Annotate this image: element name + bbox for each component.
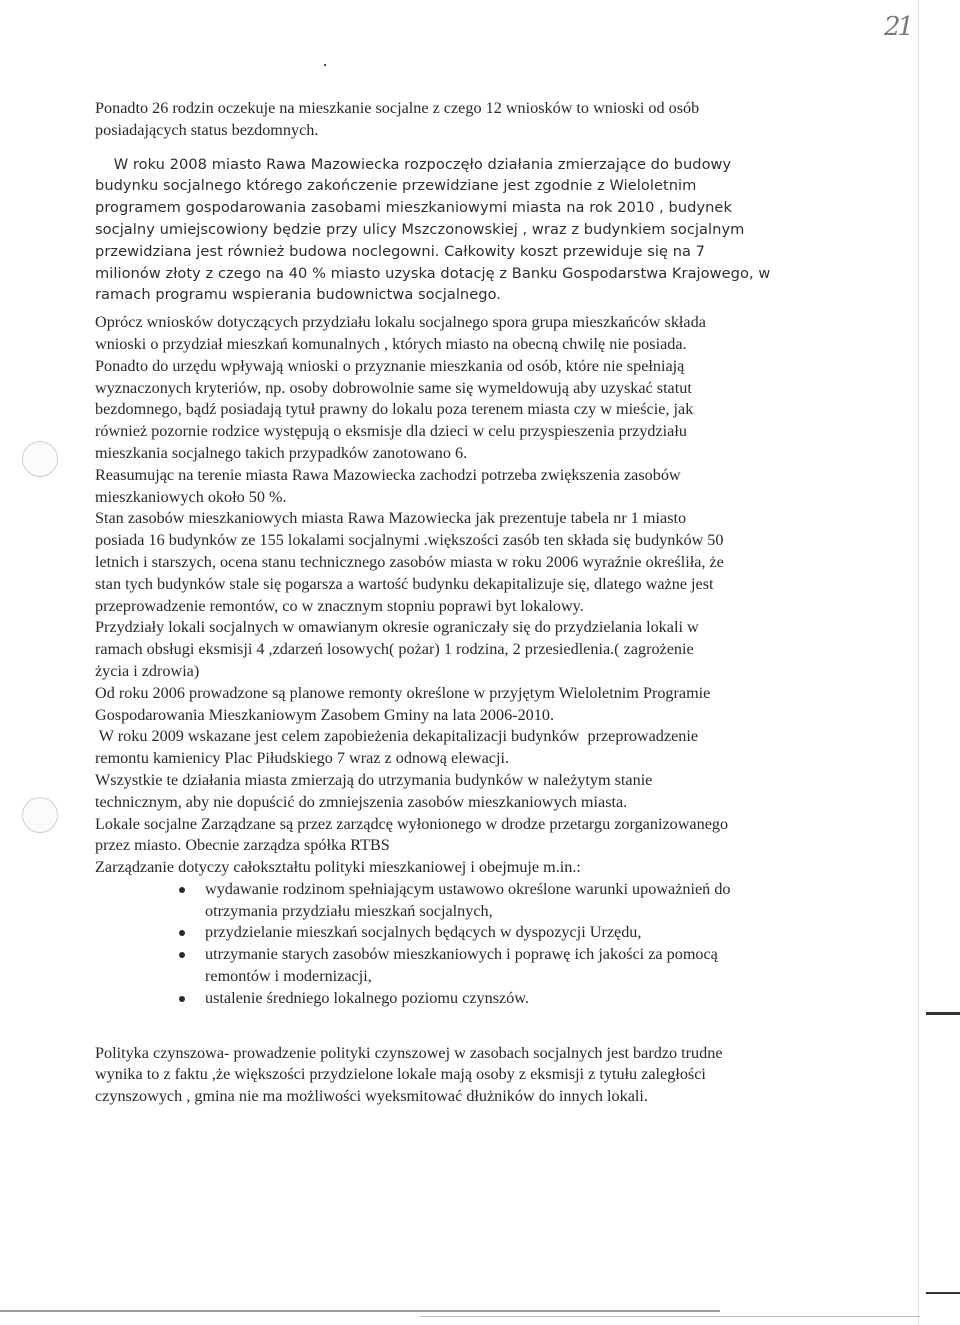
- text-line: bezdomnego, bądź posiadają tytuł prawny do lokalu poza terenem miasta czy w mieście, jak: [95, 400, 694, 419]
- text-line: Lokale socjalne Zarządzane są przez zarządcę wyłonionego w drodze przetargu zorganizowanego: [95, 814, 729, 833]
- text-line: socjalny umiejscowiony będzie przy ulicy Mszczonowskiej , wraz z budynkiem socjalnym: [95, 220, 745, 238]
- bullet-icon: [179, 952, 185, 958]
- text-line: posiadających status bezdomnych.: [95, 120, 319, 139]
- edge-mark: [926, 1292, 960, 1294]
- text-line: technicznym, aby nie dopuścić do zmniejszenia zasobów mieszkaniowych miasta.: [95, 792, 628, 811]
- list-item: [173, 922, 835, 944]
- bullet-icon: [179, 930, 185, 936]
- text-line: Od roku 2006 prowadzone są planowe remonty określone w przyjętym Wieloletnim Programie: [95, 683, 711, 702]
- text-line: utrzymanie starych zasobów mieszkaniowych i poprawę ich jakości za pomocą: [205, 945, 718, 964]
- text-line: posiada 16 budynków ze 155 lokalami socjalnymi .większości zasób ten składa się budynków 50: [95, 531, 724, 550]
- construction-paragraph: [95, 154, 835, 307]
- text-line: wnioski o przydział mieszkań komunalnych , których miasto na obecną chwilę nie posiada.: [95, 334, 687, 353]
- text-line: Ponadto do urzędu wpływają wnioski o przyznanie mieszkania od osób, które nie spełniają: [95, 356, 685, 375]
- text-line: ustalenie średniego lokalnego poziomu czynszów.: [205, 988, 529, 1007]
- text-line: przeprowadzenie remontów, co w znacznym stopniu poprawi byt lokalowy.: [95, 596, 584, 615]
- text-line: W roku 2008 miasto Rawa Mazowiecka rozpoczęło działania zmierzające do budowy: [95, 155, 732, 173]
- text-line: otrzymania przydziału mieszkań socjalnych,: [205, 901, 493, 920]
- list-item: [173, 988, 835, 1010]
- text-line: Wszystkie te działania miasta zmierzają do utrzymania budynków w należytym stanie: [95, 770, 653, 789]
- handwritten-page-number: 21: [884, 12, 912, 42]
- text-line: wydawanie rodzinom spełniającym ustawowo określone warunki upoważnień do: [205, 879, 731, 898]
- text-line: mieszkania socjalnego takich przypadków zanotowano 6.: [95, 443, 468, 462]
- text-line: Gospodarowania Mieszkaniowym Zasobem Gminy na lata 2006-2010.: [95, 705, 554, 724]
- text-line: Przydziały lokali socjalnych w omawianym okresie ograniczały się do przydzielania lokali w: [95, 618, 699, 637]
- text-line: remontu kamienicy Plac Piłudskiego 7 wraz z odnową elewacji.: [95, 749, 510, 768]
- text-line: remontów i modernizacji,: [205, 967, 372, 986]
- punch-hole: [22, 797, 58, 833]
- text-line: programem gospodarowania zasobami mieszkaniowymi miasta na rok 2010 , budynek: [95, 199, 732, 217]
- text-line: W roku 2009 wskazane jest celem zapobieżenia dekapitalizacji budynków przeprowadzenie: [95, 727, 699, 746]
- text-line: letnich i starszych, ocena stanu technicznego zasobów miasta w roku 2006 wyraźnie określiła, że: [95, 552, 724, 571]
- edge-mark: [926, 1012, 960, 1015]
- document-body: [95, 98, 835, 1108]
- scan-bottom-line: [420, 1316, 920, 1317]
- text-line: Zarządzanie dotyczy całokształtu polityki mieszkaniowej i obejmuje m.in.:: [95, 858, 581, 877]
- bullet-icon: [179, 887, 185, 893]
- text-line: przydzielanie mieszkań socjalnych będących w dyspozycji Urzędu,: [205, 923, 642, 942]
- intro-paragraph: [95, 98, 835, 142]
- text-line: przez miasto. Obecnie zarządza spółka RTBS: [95, 836, 390, 855]
- text-line: również pozornie rodzice występują o eksmisje dla dzieci w celu przyspieszenia przydziału: [95, 422, 687, 441]
- text-line: budynku socjalnego którego zakończenie przewidziane jest zgodnie z Wieloletnim: [95, 177, 697, 195]
- text-line: życia i zdrowia): [95, 661, 200, 680]
- scan-speck: [324, 64, 326, 66]
- text-line: Ponadto 26 rodzin oczekuje na mieszkanie socjalne z czego 12 wniosków to wnioski od osób: [95, 99, 700, 117]
- list-item: [173, 944, 835, 988]
- bullet-icon: [179, 996, 185, 1002]
- text-line: Polityka czynszowa- prowadzenie polityki czynszowej w zasobach socjalnych jest bardzo trudne: [95, 1043, 723, 1062]
- text-line: przewidziana jest również budowa noclegowni. Całkowity koszt przewiduje się na 7: [95, 242, 706, 260]
- text-line: czynszowych , gmina nie ma możliwości wyeksmitować dłużników do innych lokali.: [95, 1087, 648, 1106]
- text-line: ramach obsługi eksmisji 4 ,zdarzeń losowych( pożar) 1 rodzina, 2 przesiedlenia.( zagrożenie: [95, 640, 694, 659]
- text-line: stan tych budynków stale się pogarsza a wartość budynku dekapitalizuje się, dlatego ważne jest: [95, 574, 714, 593]
- scan-bottom-line: [0, 1310, 720, 1312]
- text-line: mieszkaniowych około 50 %.: [95, 487, 287, 506]
- text-line: milionów złoty z czego na 40 % miasto uzyska dotację z Banku Gospodarstwa Krajowego, w: [95, 264, 771, 282]
- text-line: Stan zasobów mieszkaniowych miasta Rawa Mazowiecka jak prezentuje tabela nr 1 miasto: [95, 509, 687, 528]
- text-line: Reasumując na terenie miasta Rawa Mazowiecka zachodzi potrzeba zwiększenia zasobów: [95, 465, 681, 484]
- list-item: [173, 879, 835, 923]
- text-line: ramach programu wspierania budownictwa socjalnego.: [95, 286, 501, 304]
- punch-hole: [22, 441, 58, 477]
- rent-policy-paragraph: [95, 1043, 835, 1108]
- bullet-list: [173, 879, 835, 1010]
- text-line: Oprócz wniosków dotyczących przydziału lokalu socjalnego spora grupa mieszkańców składa: [95, 313, 706, 332]
- text-line: wyznaczonych kryteriów, np. osoby dobrowolnie same się wymeldowują aby uzyskać statut: [95, 378, 692, 397]
- scan-edge-line: [918, 0, 919, 1325]
- main-text: [95, 312, 835, 879]
- text-line: wynika to z faktu ,że większości przydzielone lokale mają osoby z eksmisji z tytułu zaległości: [95, 1065, 706, 1084]
